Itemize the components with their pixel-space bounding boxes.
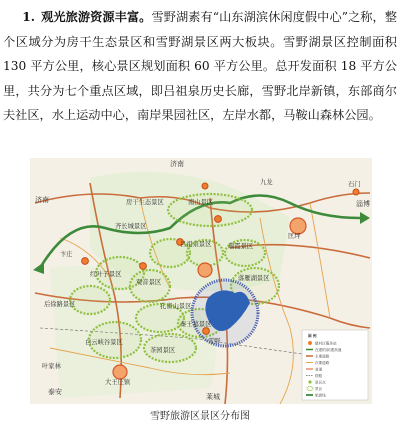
section-body: 雪野湖素有“山东湖滨休闲度假中心”之称，整个区域分为房干生态景区和雪野湖景区两大板块。雪野湖景区控制面积 130 平方公里，核心景区规划面积 60 平方公里。总开发面积 18 平方公里，共分为七个重点区域，即吕祖泉历史长廊，雪野北岸新镇，东部商尔夫社区，水上运动中心，南岸果园社区，左岸水都，马鞍山森林公园。 — [3, 10, 397, 122]
scenic-area-map — [30, 158, 372, 404]
legend-spot-icon — [308, 380, 311, 383]
legend-item-6: 景区点 — [315, 380, 326, 385]
label-lvzuquan: 吕祖泉景区 — [180, 241, 212, 248]
label-nanshan: 南山景区 — [188, 199, 214, 206]
city-jinan-left: 济南 — [35, 196, 49, 204]
section-lead: 观光旅游资源丰富。 — [41, 10, 152, 24]
label-luoyan: 落雁湖景区 — [238, 275, 270, 282]
figure-caption: 雪野旅游区景区分布图 — [150, 411, 250, 422]
label-huasheng: 瑞霞景区 — [228, 243, 254, 250]
label-jiulong: 九龙 — [260, 179, 273, 186]
xueye-lake — [192, 280, 258, 346]
label-chayuan: 茶园景区 — [150, 347, 176, 354]
label-xueye: 雪野 — [208, 338, 221, 345]
legend-item-8: 旅游线 — [315, 393, 326, 398]
city-taian: 泰安 — [48, 388, 62, 396]
label-kuangping: 匡坪 — [288, 233, 301, 240]
city-zibo: 淄博 — [356, 200, 370, 208]
shimen-marker — [353, 189, 359, 195]
section-number: 1. — [22, 10, 35, 24]
legend-item-0: 镇村区服务站 — [315, 341, 337, 346]
label-qifeng: 齐长城景区 — [115, 223, 147, 230]
legend-item-3: 次要道路 — [315, 361, 330, 365]
label-qinwang: 秦王墓景区 — [180, 321, 212, 328]
town-circle-south — [113, 365, 127, 379]
legend-item-5: 铁路 — [315, 374, 323, 378]
legend-item-7: 景区 — [315, 387, 323, 391]
label-yejialin: 叶家林 — [42, 363, 61, 370]
legend-item-1: 在建的/拟建高速 — [315, 348, 342, 352]
city-laicheng: 莱城 — [206, 393, 220, 401]
town-circle-center — [198, 263, 212, 277]
label-kongque: 孔雀山景区 — [160, 303, 192, 310]
label-houjuan: 后徐路景区 — [44, 301, 76, 308]
legend-town-icon — [308, 341, 312, 345]
label-fanggan: 房干生态景区 — [126, 199, 164, 206]
label-bianzhuang: 卞庄 — [60, 251, 73, 258]
section-paragraph — [3, 5, 397, 128]
label-shimen: 石门 — [348, 181, 361, 188]
legend-item-2: 主要道路 — [315, 354, 330, 359]
city-jinan-top: 济南 — [170, 160, 184, 168]
map-legend — [302, 330, 368, 400]
label-guanyin: 观音景区 — [136, 279, 162, 286]
label-baiyun: 白云峡谷景区 — [85, 339, 123, 346]
legend-title: 图 例 — [308, 334, 317, 338]
label-hongye: 红叶子景区 — [90, 271, 122, 278]
label-dawang: 大王庄镇 — [105, 379, 131, 386]
town-circle-east — [290, 218, 306, 234]
legend-item-4: 省道 — [315, 367, 323, 372]
